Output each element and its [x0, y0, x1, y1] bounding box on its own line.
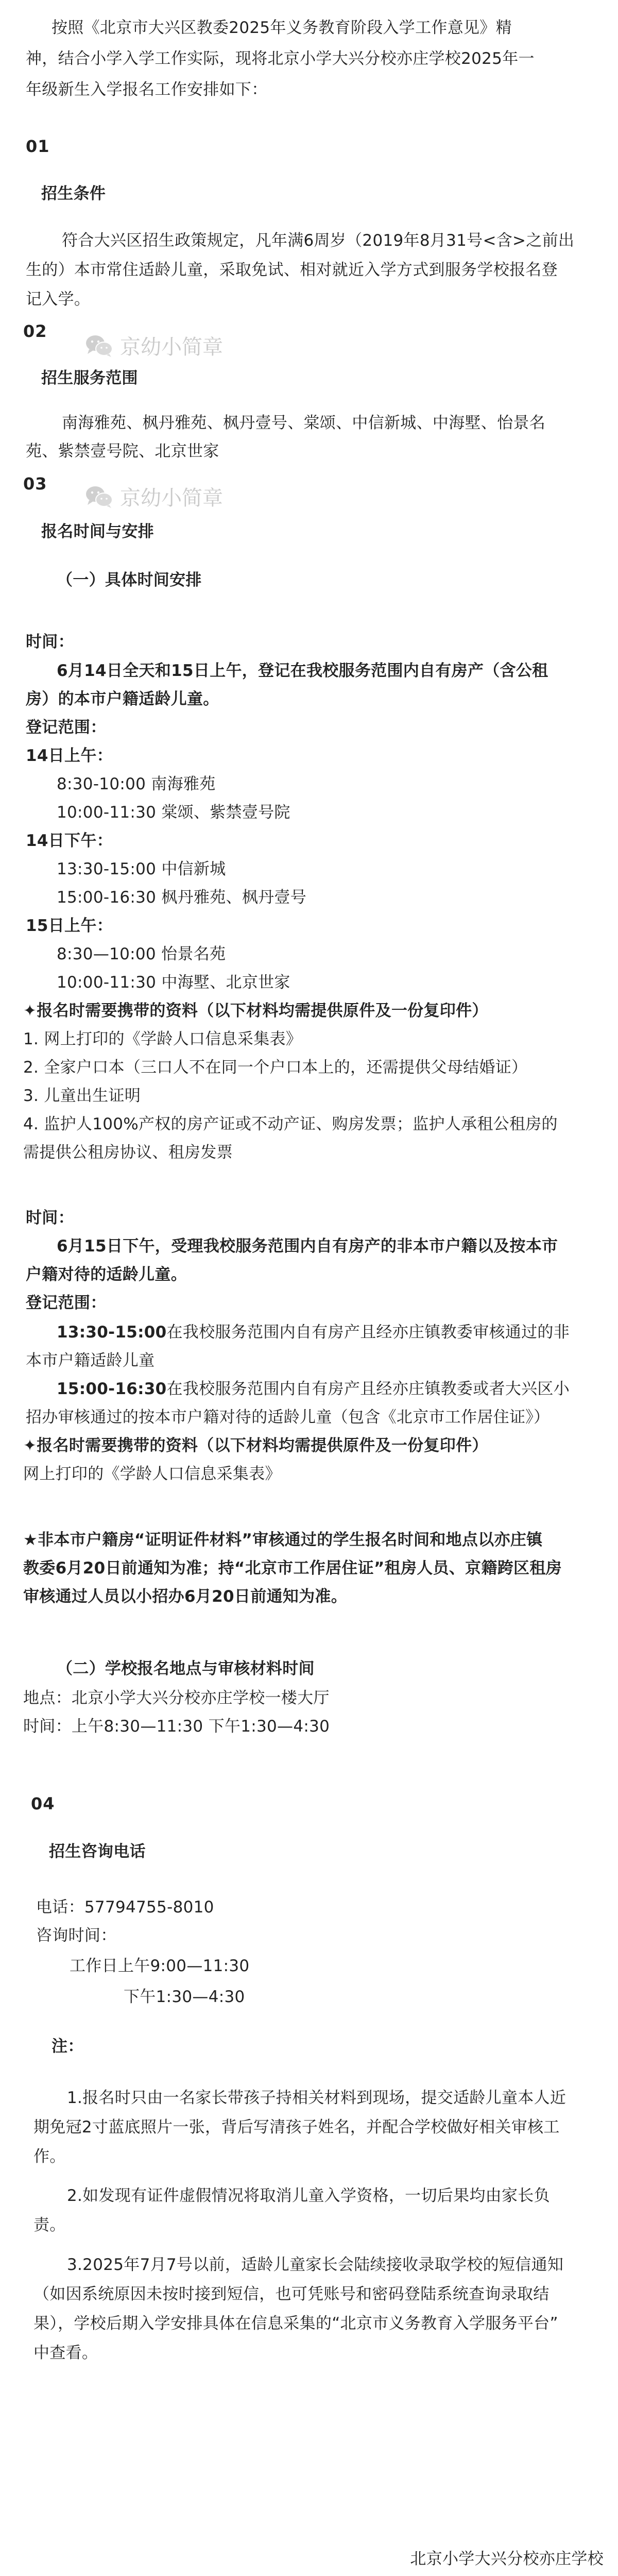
consult-time-label: 咨询时间：	[36, 1926, 117, 1945]
section-number-03: 03	[23, 474, 47, 494]
materials-title: ✦报名时需要携带的资料（以下材料均需提供原件及一份复印件）	[23, 1002, 488, 1020]
conditions-line-3: 记入学。	[26, 290, 91, 309]
watermark	[85, 331, 223, 360]
subsection-location: （二）学校报名地点与审核材料时间	[57, 1659, 315, 1678]
intro-line-1: 按照《北京市大兴区教委2025年义务教育阶段入学工作意见》精	[52, 19, 512, 37]
materials-title-2: ✦报名时需要携带的资料（以下材料均需提供原件及一份复印件）	[23, 1436, 488, 1455]
section-title-service-area: 招生服务范围	[41, 369, 138, 387]
materials-2-item-1: 网上打印的《学龄人口信息采集表》	[23, 1465, 281, 1483]
section-title-schedule: 报名时间与安排	[41, 522, 154, 541]
intro-line-2: 神，结合小学入学工作实际，现将北京小学大兴分校亦庄学校2025年一	[26, 49, 535, 68]
phase1-line-1: 6月14日全天和15日上午，登记在我校服务范围内自有房产（含公租	[57, 662, 548, 680]
note-3-line-3: 果），学校后期入学安排具体在信息采集的“北京市义务教育入学服务平台”	[33, 2314, 558, 2333]
watermark-text: 京幼小简章	[120, 486, 223, 510]
location-time-line: 时间：上午8:30—11:30 下午1:30—4:30	[23, 1717, 330, 1736]
scope-item-2-line-2: 招办审核通过的按本市户籍对待的适龄儿童（包含《北京市工作居住证》）	[26, 1408, 550, 1427]
intro-line-3: 年级新生入学报名工作安排如下：	[26, 80, 268, 99]
wechat-icon	[85, 485, 114, 509]
conditions-line-2: 生的）本市常住适龄儿童，采取免试、相对就近入学方式到服务学校报名登	[26, 261, 558, 279]
slot-line: 10:00-11:30 棠颂、紫禁壹号院	[57, 803, 290, 822]
location-line: 地点：北京小学大兴分校亦庄学校一楼大厅	[23, 1689, 330, 1707]
day-15-morning: 15日上午：	[26, 917, 113, 935]
note-1-line-1: 1.报名时只由一名家长带孩子持相关材料到现场，提交适龄儿童本人近	[67, 2089, 566, 2107]
slot-line: 13:30-15:00 中信新城	[57, 860, 226, 878]
materials-item-1: 1. 网上打印的《学龄人口信息采集表》	[23, 1030, 302, 1048]
scope-item-1-time: 13:30-15:00	[57, 1323, 167, 1342]
service-area-line-1: 南海雅苑、枫丹雅苑、枫丹壹号、棠颂、中信新城、中海墅、怡景名	[62, 414, 545, 432]
consult-time-afternoon: 下午1:30—4:30	[124, 1988, 245, 2006]
star-note-line-1: ★非本市户籍房“证明证件材料”审核通过的学生报名时间和地点以亦庄镇	[23, 1531, 543, 1549]
conditions-line-1: 符合大兴区招生政策规定，凡年满6周岁（2019年8月31号<含>之前出	[62, 231, 575, 250]
registration-scope-label-2: 登记范围：	[26, 1294, 107, 1312]
section-title-conditions: 招生条件	[41, 184, 106, 203]
registration-scope-label: 登记范围：	[26, 718, 107, 737]
section-title-contact: 招生咨询电话	[49, 1842, 146, 1861]
section-number-01: 01	[26, 137, 50, 156]
scope-item-2-text: 在我校服务范围内自有房产且经亦庄镇教委或者大兴区小	[166, 1380, 570, 1398]
note-1-line-3: 作。	[33, 2147, 66, 2166]
signature-school: 北京小学大兴分校亦庄学校	[410, 2550, 604, 2568]
section-number-04: 04	[31, 1794, 55, 1814]
time-label: 时间：	[26, 633, 74, 651]
scope-item-2-time: 15:00-16:30	[57, 1380, 167, 1398]
scope-item-1-line-2: 本市户籍适龄儿童	[26, 1351, 155, 1370]
watermark	[85, 482, 223, 511]
note-3-line-1: 3.2025年7月7号以前，适龄儿童家长会陆续接收录取学校的短信通知	[67, 2256, 564, 2274]
day-14-morning: 14日上午：	[26, 747, 113, 765]
phone-line: 电话：57794755-8010	[36, 1898, 214, 1917]
watermark-text: 京幼小简章	[120, 335, 223, 359]
consult-time-weekday: 工作日上午9:00—11:30	[70, 1957, 250, 1975]
materials-item-4-line-1: 4. 监护人100%产权的房产证或不动产证、购房发票；监护人承租公租房的	[23, 1115, 558, 1133]
note-label: 注：	[52, 2037, 84, 2056]
star-note-line-2: 教委6月20日前通知为准；持“北京市工作居住证”租房人员、京籍跨区租房	[23, 1559, 562, 1578]
note-1-line-2: 期免冠2寸蓝底照片一张，背后写清孩子姓名，并配合学校做好相关审核工	[33, 2118, 560, 2137]
service-area-line-2: 苑、紫禁壹号院、北京世家	[26, 442, 219, 461]
scope-item-1-text: 在我校服务范围内自有房产且经亦庄镇教委审核通过的非	[166, 1323, 570, 1342]
slot-line: 15:00-16:30 枫丹雅苑、枫丹壹号	[57, 888, 307, 907]
note-3-line-4: 中查看。	[33, 2344, 98, 2362]
star-note-line-3: 审核通过人员以小招办6月20日前通知为准。	[23, 1587, 348, 1606]
slot-line: 10:00-11:30 中海墅、北京世家	[57, 973, 290, 992]
section-number-02: 02	[23, 321, 47, 341]
materials-item-3: 3. 儿童出生证明	[23, 1087, 141, 1105]
note-3-line-2: （如因系统原因未按时接到短信，也可凭账号和密码登陆系统查询录取结	[33, 2285, 550, 2303]
slot-line: 8:30-10:00 南海雅苑	[57, 775, 216, 793]
materials-item-2: 2. 全家户口本（三口人不在同一个户口本上的，还需提供父母结婚证）	[23, 1058, 528, 1077]
phase2-line-2: 户籍对待的适龄儿童。	[26, 1265, 187, 1284]
scope-item-1	[57, 1320, 570, 1345]
subsection-time-arrangement: （一）具体时间安排	[57, 571, 202, 589]
day-14-afternoon: 14日下午：	[26, 832, 113, 850]
slot-line: 8:30—10:00 怡景名苑	[57, 945, 226, 963]
materials-item-4-line-2: 需提供公租房协议、租房发票	[23, 1143, 233, 1162]
note-2-line-1: 2.如发现有证件虚假情况将取消儿童入学资格，一切后果均由家长负	[67, 2187, 550, 2205]
phase1-line-2: 房）的本市户籍适龄儿童。	[26, 690, 219, 708]
scope-item-2	[57, 1377, 570, 1401]
time-label-2: 时间：	[26, 1209, 74, 1227]
phase2-line-1: 6月15日下午，受理我校服务范围内自有房产的非本市户籍以及按本市	[57, 1237, 558, 1256]
wechat-icon	[85, 334, 114, 358]
note-2-line-2: 责。	[33, 2216, 66, 2234]
